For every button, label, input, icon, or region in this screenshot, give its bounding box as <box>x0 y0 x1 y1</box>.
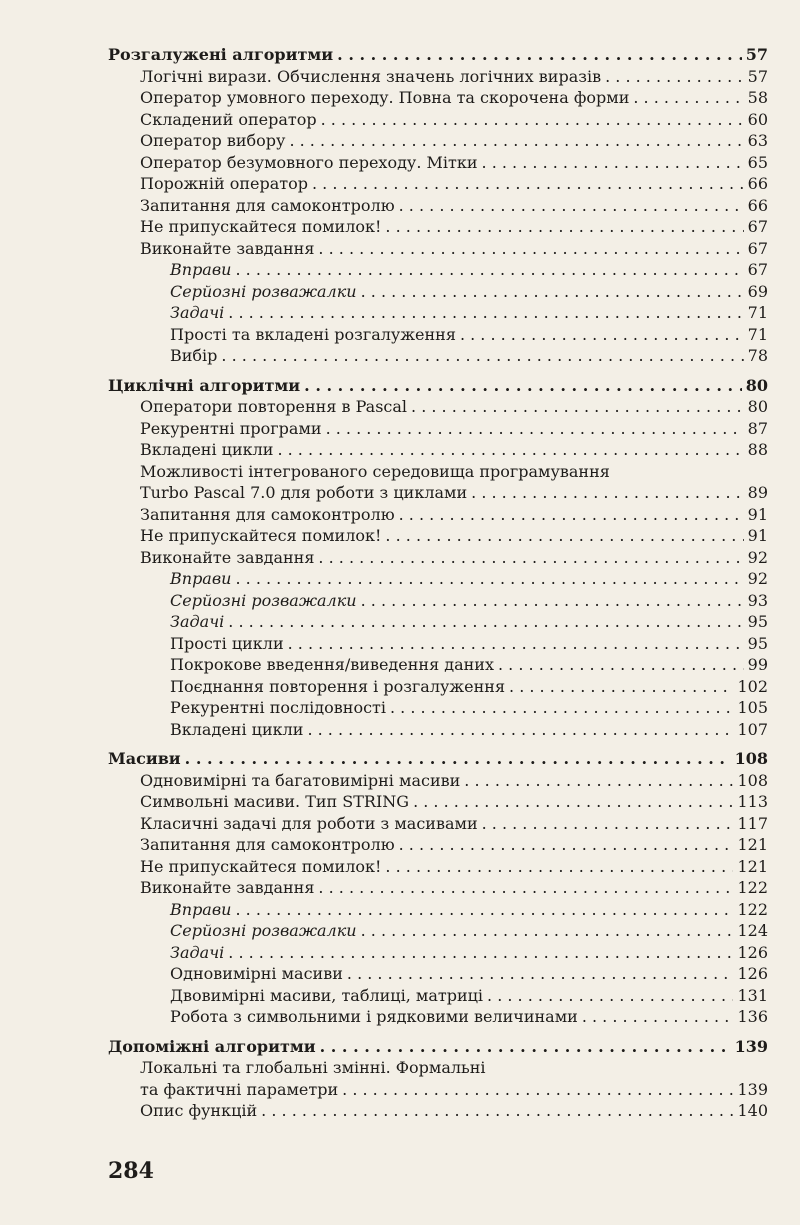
toc-entry <box>108 1100 768 1122</box>
toc-entry-page: 57 <box>747 66 768 86</box>
toc-entry <box>108 396 768 418</box>
toc-entry <box>108 504 768 526</box>
dot-leader <box>385 525 743 547</box>
dot-leader <box>413 791 733 813</box>
toc-entry-page: 88 <box>747 440 768 459</box>
toc-entry-title: Оператор умовного переходу. Повна та скорочена форми <box>140 88 630 107</box>
toc-entry <box>108 130 768 152</box>
toc-entry-title: Не припускайтеся помилок! <box>140 526 382 545</box>
toc-entry-page: 91 <box>747 504 768 524</box>
toc-entry-page: 122 <box>737 899 768 919</box>
toc-entry <box>108 942 768 964</box>
toc-entry-page: 92 <box>747 547 768 567</box>
toc-entry <box>108 547 768 569</box>
toc-entry <box>108 877 768 899</box>
toc-entry-title: Задачі <box>170 303 225 322</box>
toc-entry-page: 71 <box>747 303 768 322</box>
toc-entry-page: 126 <box>737 942 768 962</box>
toc-entry-title: Оператори повторення в Pascal <box>140 397 408 416</box>
toc-entry-title: Запитання для самоконтролю <box>140 195 395 215</box>
toc-entry <box>108 461 768 483</box>
toc-entry-title: Покрокове введення/виведення даних <box>170 655 494 674</box>
dot-leader <box>312 173 744 195</box>
toc-entry-page: 124 <box>737 921 768 940</box>
toc-entry <box>108 87 768 109</box>
toc-entry <box>108 66 768 88</box>
dot-leader <box>318 238 743 260</box>
toc-entry-title: Розгалужені алгоритми <box>108 45 334 64</box>
toc-entry <box>108 152 768 174</box>
toc-entry-title: Вправи <box>170 569 232 588</box>
dot-leader <box>304 375 742 397</box>
dot-leader <box>221 345 743 367</box>
toc-entry-title: Допоміжні алгоритми <box>108 1036 316 1056</box>
toc-entry-page: 136 <box>737 1007 768 1026</box>
dot-leader <box>228 942 733 964</box>
toc-entry-page: 107 <box>737 719 768 739</box>
toc-entry-page: 117 <box>737 813 768 833</box>
toc-section-heading <box>108 375 768 397</box>
toc-entry-page: 80 <box>745 375 768 395</box>
toc-entry <box>108 439 768 461</box>
toc-entry-page: 87 <box>747 418 768 438</box>
toc-entry <box>108 697 768 719</box>
toc-entry-title: Вкладені цикли <box>140 440 274 459</box>
toc-entry-page: 66 <box>747 174 768 193</box>
toc-entry-title: Turbo Pascal 7.0 для роботи з циклами <box>140 483 468 502</box>
toc-entry-page: 121 <box>737 856 768 876</box>
toc-entry <box>108 676 768 698</box>
toc-entry-title: Не припускайтеся помилок! <box>140 217 382 236</box>
dot-leader <box>464 770 733 792</box>
toc-entry <box>108 611 768 633</box>
dot-leader <box>318 877 733 899</box>
toc-entry <box>108 770 768 792</box>
dot-leader <box>582 1006 734 1028</box>
dot-leader <box>498 654 744 676</box>
toc-entry-title: Оператор вибору <box>140 131 286 150</box>
toc-entry-page: 57 <box>745 45 768 64</box>
toc-entry <box>108 525 768 547</box>
toc-entry <box>108 173 768 195</box>
toc-entry-page: 65 <box>747 152 768 172</box>
dot-leader <box>235 259 743 281</box>
toc-entry <box>108 216 768 238</box>
toc-entry-page: 67 <box>747 217 768 236</box>
toc-entry-page: 131 <box>737 985 768 1005</box>
toc-entry-page: 63 <box>747 131 768 150</box>
dot-leader <box>399 195 744 217</box>
table-of-contents <box>108 44 768 1122</box>
toc-entry-page: 121 <box>737 835 768 854</box>
dot-leader <box>320 1036 731 1058</box>
toc-section-heading <box>108 1036 768 1058</box>
toc-entry-title: Оператор безумовного переходу. Мітки <box>140 152 478 172</box>
toc-entry-page: 66 <box>747 195 768 215</box>
toc-entry <box>108 259 768 281</box>
toc-entry-page: 113 <box>737 792 768 811</box>
toc-entry-page: 71 <box>747 324 768 344</box>
toc-entry <box>108 856 768 878</box>
dot-leader <box>228 611 743 633</box>
dot-leader <box>509 676 733 698</box>
toc-entry-page: 108 <box>737 770 768 790</box>
dot-leader <box>385 856 733 878</box>
toc-entry-title: Виконайте завдання <box>140 878 315 897</box>
toc-entry-page: 139 <box>734 1036 768 1056</box>
dot-leader <box>361 920 734 942</box>
toc-entry <box>108 985 768 1007</box>
toc-entry-title: Задачі <box>170 942 225 962</box>
dot-leader <box>460 324 744 346</box>
toc-entry-page: 105 <box>737 698 768 717</box>
toc-entry-title: Опис функцій <box>140 1101 258 1120</box>
dot-leader <box>399 504 744 526</box>
toc-entry-title: Порожній оператор <box>140 174 308 193</box>
dot-leader <box>482 813 734 835</box>
toc-entry-title: Рекурентні програми <box>140 418 322 438</box>
toc-entry-title: Двовимірні масиви, таблиці, матриці <box>170 985 484 1005</box>
dot-leader <box>342 1079 733 1101</box>
toc-entry-page: 78 <box>747 346 768 365</box>
dot-leader <box>228 302 743 324</box>
toc-entry-title: Задачі <box>170 612 225 631</box>
toc-entry-title: та фактичні параметри <box>140 1079 339 1099</box>
dot-leader <box>307 719 733 741</box>
toc-entry-page: 108 <box>734 749 768 768</box>
dot-leader <box>385 216 743 238</box>
dot-leader <box>277 439 743 461</box>
dot-leader <box>235 899 733 921</box>
toc-entry <box>108 963 768 985</box>
dot-leader <box>337 44 742 66</box>
toc-entry-page: 95 <box>747 612 768 631</box>
toc-entry <box>108 195 768 217</box>
toc-entry-title: Вправи <box>170 899 232 919</box>
toc-entry-title: Логічні вирази. Обчислення значень логічних виразів <box>140 66 602 86</box>
toc-entry-title: Одновимірні та багатовимірні масиви <box>140 770 461 790</box>
toc-entry-page: 99 <box>747 655 768 674</box>
toc-entry-page: 58 <box>747 88 768 107</box>
toc-entry-title: Одновимірні масиви <box>170 964 343 983</box>
dot-leader <box>605 66 744 88</box>
toc-entry-title: Запитання для самоконтролю <box>140 835 395 854</box>
toc-entry-page: 67 <box>747 260 768 279</box>
toc-entry-page: 92 <box>747 569 768 588</box>
toc-entry <box>108 719 768 741</box>
toc-entry <box>108 324 768 346</box>
toc-entry <box>108 238 768 260</box>
dot-leader <box>390 697 733 719</box>
page-number: 284 <box>108 1158 154 1184</box>
toc-entry-title: Вибір <box>170 346 218 365</box>
toc-entry-page: 140 <box>737 1101 768 1120</box>
toc-entry-title: Поєднання повторення і розгалуження <box>170 676 506 696</box>
toc-entry-page: 91 <box>747 526 768 545</box>
toc-section-heading <box>108 44 768 66</box>
dot-leader <box>361 590 744 612</box>
toc-entry-title: Вправи <box>170 260 232 279</box>
toc-entry <box>108 590 768 612</box>
toc-entry-continuation <box>108 482 768 504</box>
toc-entry <box>108 920 768 942</box>
toc-entry-page: 67 <box>747 238 768 258</box>
toc-entry <box>108 1006 768 1028</box>
toc-entry-title: Прості та вкладені розгалуження <box>170 324 456 344</box>
toc-entry-title: Запитання для самоконтролю <box>140 504 395 524</box>
toc-entry-title: Прості цикли <box>170 633 284 653</box>
dot-leader <box>399 834 734 856</box>
toc-entry-page: 89 <box>747 483 768 502</box>
toc-entry-page: 80 <box>747 397 768 416</box>
dot-leader <box>487 985 733 1007</box>
toc-entry-page: 69 <box>747 281 768 301</box>
toc-entry <box>108 568 768 590</box>
toc-entry <box>108 633 768 655</box>
toc-entry <box>108 302 768 324</box>
toc-entry-page: 95 <box>747 633 768 653</box>
toc-entry-title: Серйозні розважалки <box>170 921 357 940</box>
toc-entry <box>108 834 768 856</box>
toc-entry <box>108 418 768 440</box>
dot-leader <box>361 281 744 303</box>
dot-leader <box>321 109 744 131</box>
toc-entry-title: Не припускайтеся помилок! <box>140 856 382 876</box>
dot-leader <box>347 963 734 985</box>
toc-entry-title: Виконайте завдання <box>140 238 315 258</box>
dot-leader <box>185 748 731 770</box>
dot-leader <box>633 87 743 109</box>
toc-entry-title: Локальні та глобальні змінні. Формальні <box>140 1058 486 1077</box>
toc-entry <box>108 281 768 303</box>
toc-entry-title: Циклічні алгоритми <box>108 375 301 395</box>
toc-entry-title: Символьні масиви. Тип STRING <box>140 792 410 811</box>
dot-leader <box>318 547 743 569</box>
toc-entry-title: Виконайте завдання <box>140 547 315 567</box>
toc-entry <box>108 654 768 676</box>
dot-leader <box>326 418 744 440</box>
dot-leader <box>288 633 744 655</box>
toc-entry-page: 60 <box>747 109 768 129</box>
dot-leader <box>261 1100 733 1122</box>
toc-entry <box>108 1057 768 1079</box>
toc-entry <box>108 899 768 921</box>
toc-entry-title: Серйозні розважалки <box>170 590 357 610</box>
dot-leader <box>471 482 744 504</box>
toc-entry-continuation <box>108 1079 768 1101</box>
toc-entry <box>108 345 768 367</box>
toc-entry <box>108 791 768 813</box>
dot-leader <box>235 568 743 590</box>
toc-entry-page: 93 <box>747 590 768 610</box>
toc-entry-title: Серйозні розважалки <box>170 281 357 301</box>
toc-entry-title: Складений оператор <box>140 109 317 129</box>
toc-entry-title: Класичні задачі для роботи з масивами <box>140 813 478 833</box>
dot-leader <box>289 130 743 152</box>
toc-entry-page: 102 <box>737 676 768 696</box>
toc-entry <box>108 109 768 131</box>
dot-leader <box>411 396 744 418</box>
toc-entry-page: 122 <box>737 878 768 897</box>
toc-entry-page: 126 <box>737 964 768 983</box>
toc-entry-title: Можливості інтегрованого середовища програмування <box>140 461 610 481</box>
toc-entry-title: Масиви <box>108 749 181 768</box>
dot-leader <box>482 152 744 174</box>
toc-section-heading <box>108 748 768 770</box>
toc-entry-page: 139 <box>737 1079 768 1099</box>
toc-entry-title: Вкладені цикли <box>170 719 304 739</box>
toc-entry-title: Рекурентні послідовності <box>170 698 386 717</box>
toc-entry-title: Робота з символьними і рядковими величинами <box>170 1007 578 1026</box>
toc-entry <box>108 813 768 835</box>
